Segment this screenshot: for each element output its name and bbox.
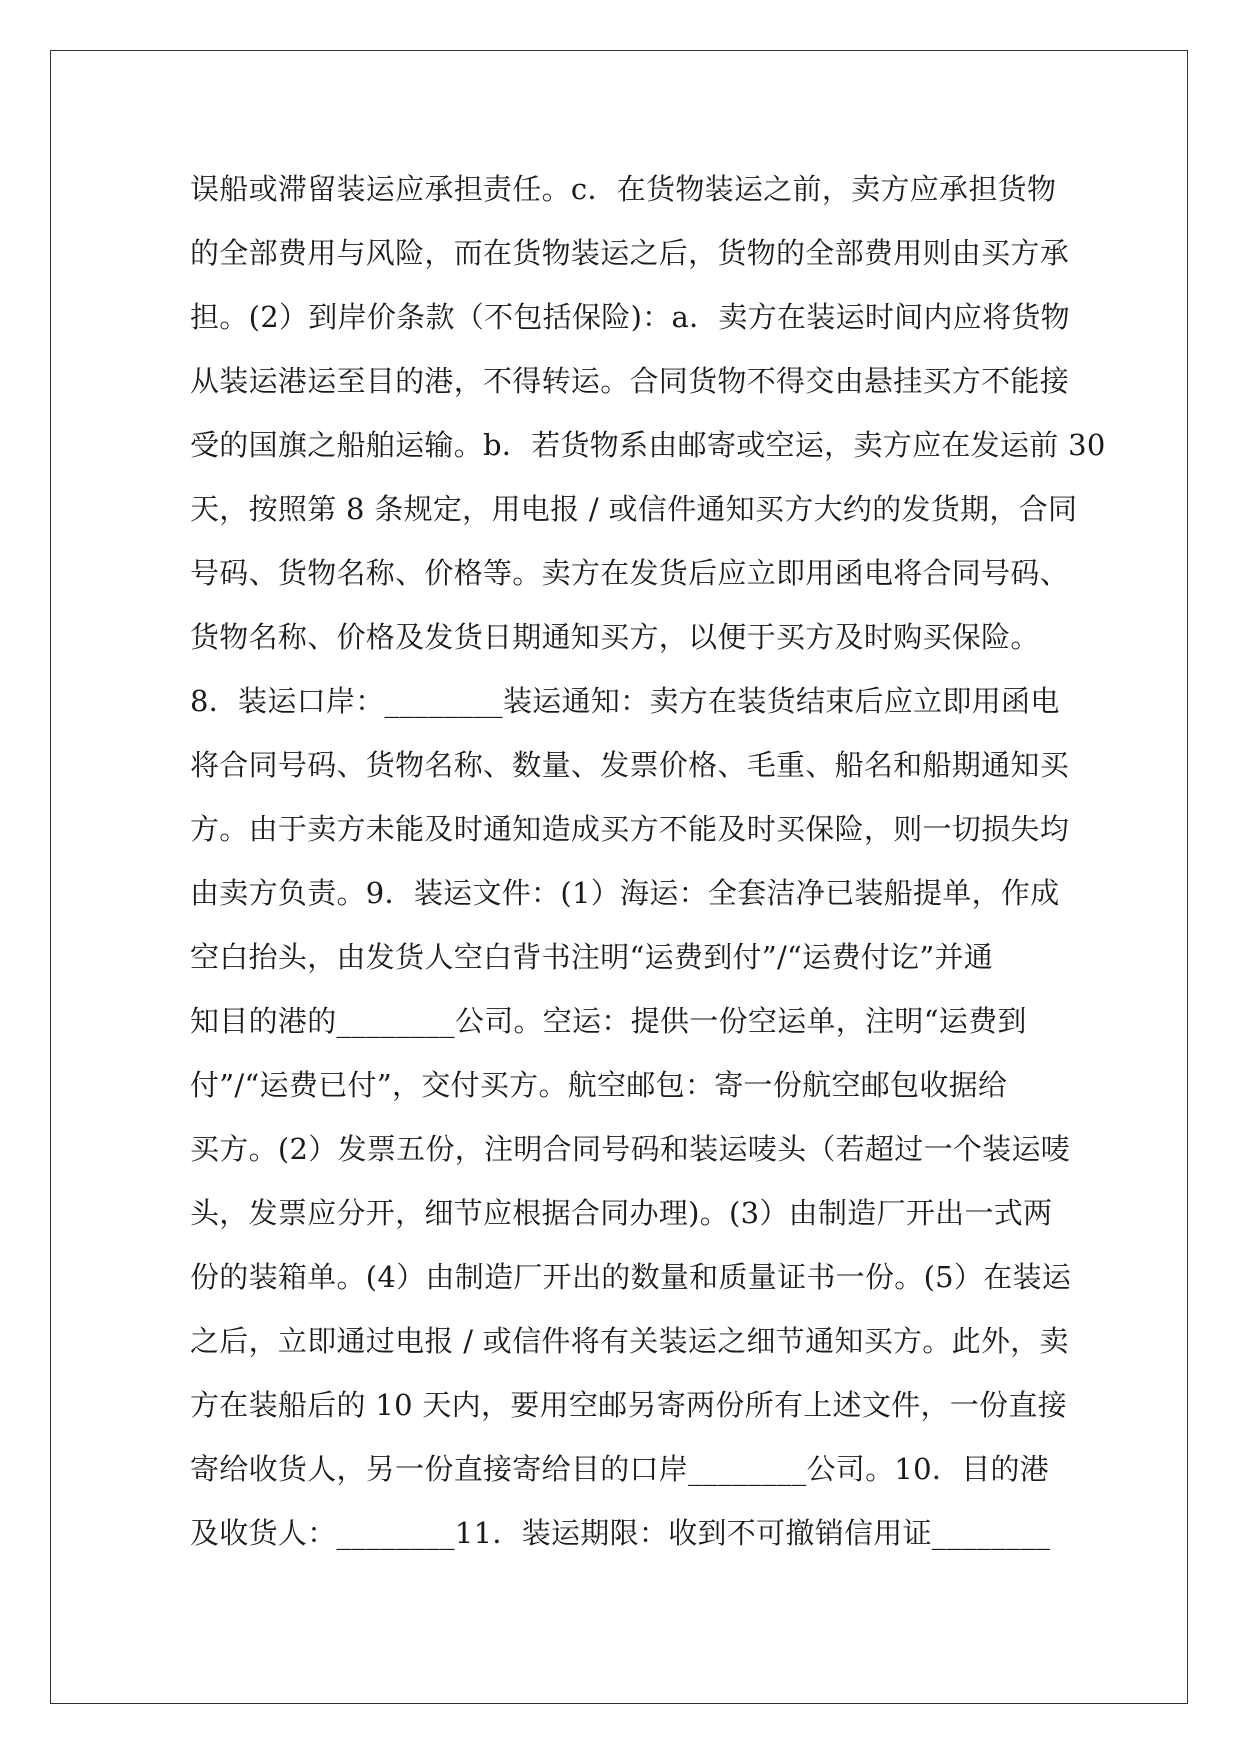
text-line: 头，发票应分开，细节应根据合同办理)。(3）由制造厂开出一式两 [190, 1196, 1053, 1230]
text-line: 买方。(2）发票五份，注明合同号码和装运唛头（若超过一个装运唛 [190, 1132, 1071, 1166]
text-line: 寄给收货人，另一份直接寄给目的口岸________公司。10．目的港 [190, 1452, 1050, 1486]
text-line: 8．装运口岸：________装运通知：卖方在装货结束后应立即用函电 [190, 684, 1060, 718]
text-line: 货物名称、价格及发货日期通知买方，以便于买方及时购买保险。 [190, 620, 1040, 654]
text-line: 知目的港的________公司。空运：提供一份空运单，注明“运费到 [190, 1004, 1027, 1038]
document-body [190, 157, 1106, 1565]
text-line: 号码、货物名称、价格等。卖方在发货后应立即用函电将合同号码、 [190, 556, 1070, 590]
text-line: 担。(2）到岸价条款（不包括保险)：a．卖方在装运时间内应将货物 [190, 300, 1070, 334]
text-line: 将合同号码、货物名称、数量、发票价格、毛重、船名和船期通知买 [190, 748, 1070, 782]
text-line: 及收货人：________11．装运期限：收到不可撤销信用证________ [190, 1516, 1051, 1550]
text-line: 之后，立即通过电报 / 或信件将有关装运之细节通知买方。此外，卖 [190, 1324, 1069, 1358]
text-line: 天，按照第 8 条规定，用电报 / 或信件通知买方大约的发货期，合同 [190, 492, 1078, 526]
text-line: 份的装箱单。(4）由制造厂开出的数量和质量证书一份。(5）在装运 [190, 1260, 1072, 1294]
text-line: 空白抬头，由发货人空白背书注明“运费到付”/“运费付讫”并通 [190, 940, 994, 974]
text-line: 误船或滞留装运应承担责任。c．在货物装运之前，卖方应承担货物 [190, 172, 1057, 206]
text-line: 方在装船后的 10 天内，要用空邮另寄两份所有上述文件，一份直接 [190, 1388, 1067, 1422]
text-line: 付”/“运费已付”，交付买方。航空邮包：寄一份航空邮包收据给 [190, 1068, 1008, 1102]
text-line: 的全部费用与风险，而在货物装运之后，货物的全部费用则由买方承 [190, 236, 1070, 270]
text-line: 从装运港运至目的港，不得转运。合同货物不得交由悬挂买方不能接 [190, 364, 1070, 398]
text-line: 受的国旗之船舶运输。b．若货物系由邮寄或空运，卖方应在发运前 30 [190, 428, 1106, 462]
text-line: 方。由于卖方未能及时通知造成买方不能及时买保险，则一切损失均 [190, 812, 1070, 846]
text-line: 由卖方负责。9．装运文件：(1）海运：全套洁净已装船提单，作成 [190, 876, 1060, 910]
